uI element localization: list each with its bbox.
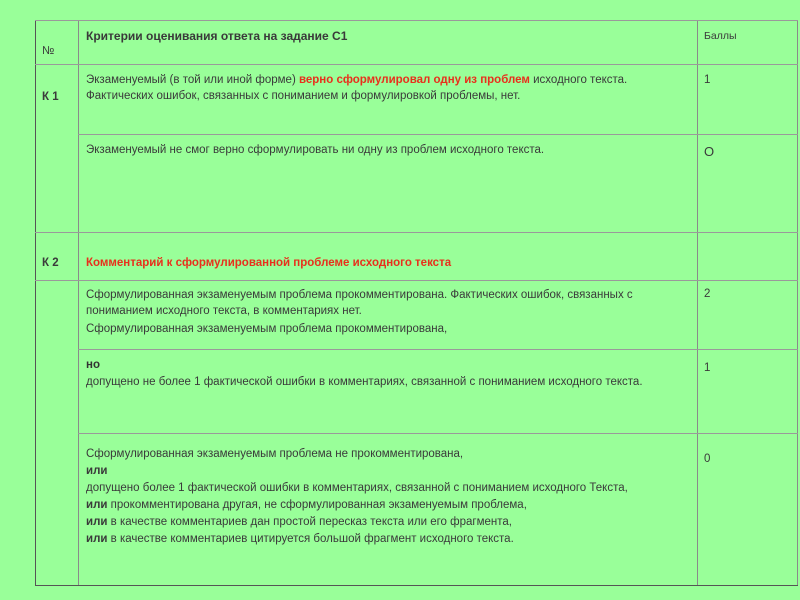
k1-highlight: верно сформулировал одну из проблем	[298, 74, 530, 86]
k2-title: Комментарий к сформулированной проблеме исходного текста	[86, 257, 452, 269]
table-col-divider-2	[697, 20, 698, 586]
k1-label: К 1	[42, 91, 59, 103]
header-points: Баллы	[704, 30, 737, 42]
k2-row1-text: Сформулированная экзаменуемым проблема прокомментирована. Фактических ошибок, связанных с пониманием исходного текста, в комментариях нет. Сформулированная экзаменуемым проблема прокомментирована,	[86, 289, 633, 335]
k2-row3-text: Сформулированная экзаменуемым проблема не прокомментирована, или допущено более 1 фактической ошибки в комментариях, связанной с пониманием исходного Текста, или прокомментирована другая, не сформулированная экзаменуемым проблема, или в качестве комментариев дан простой пересказ текста или его фрагмента, или в качестве комментариев цитируется большой фрагмент исходного текста.	[86, 448, 628, 545]
k1-row2-points: О	[704, 144, 715, 159]
k2-row3-points: 0	[704, 453, 711, 465]
k1-row2-text: Экзаменуемый не смог верно сформулировать ни одну из проблем исходного текста.	[86, 144, 545, 156]
k2-row2-points: 1	[704, 362, 711, 374]
header-criteria: Критерии оценивания ответа на задание С1	[86, 29, 348, 43]
k1-row1-text: Экзаменуемый (в той или иной форме) верно сформулировал одну из проблем исходного текста. Фактических ошибок, связанных с пониманием и формулировкой проблемы, нет.	[86, 74, 628, 102]
row-divider	[78, 433, 798, 434]
table-col-divider-1	[78, 20, 79, 586]
row-divider	[35, 232, 798, 233]
table-border-right	[797, 20, 798, 586]
header-num: №	[42, 45, 55, 57]
k2-row2-text: но допущено не более 1 фактической ошибки в комментариях, связанной с пониманием исходного текста.	[86, 359, 643, 388]
row-divider	[78, 134, 798, 135]
table-border-bottom	[35, 585, 798, 586]
table-border-left	[35, 20, 36, 586]
row-divider	[78, 349, 798, 350]
row-divider	[35, 280, 798, 281]
row-divider	[35, 64, 798, 65]
k2-label: К 2	[42, 257, 59, 269]
k2-row1-points: 2	[704, 288, 711, 300]
k1-row1-points: 1	[704, 74, 711, 86]
table-border-top	[35, 20, 798, 21]
